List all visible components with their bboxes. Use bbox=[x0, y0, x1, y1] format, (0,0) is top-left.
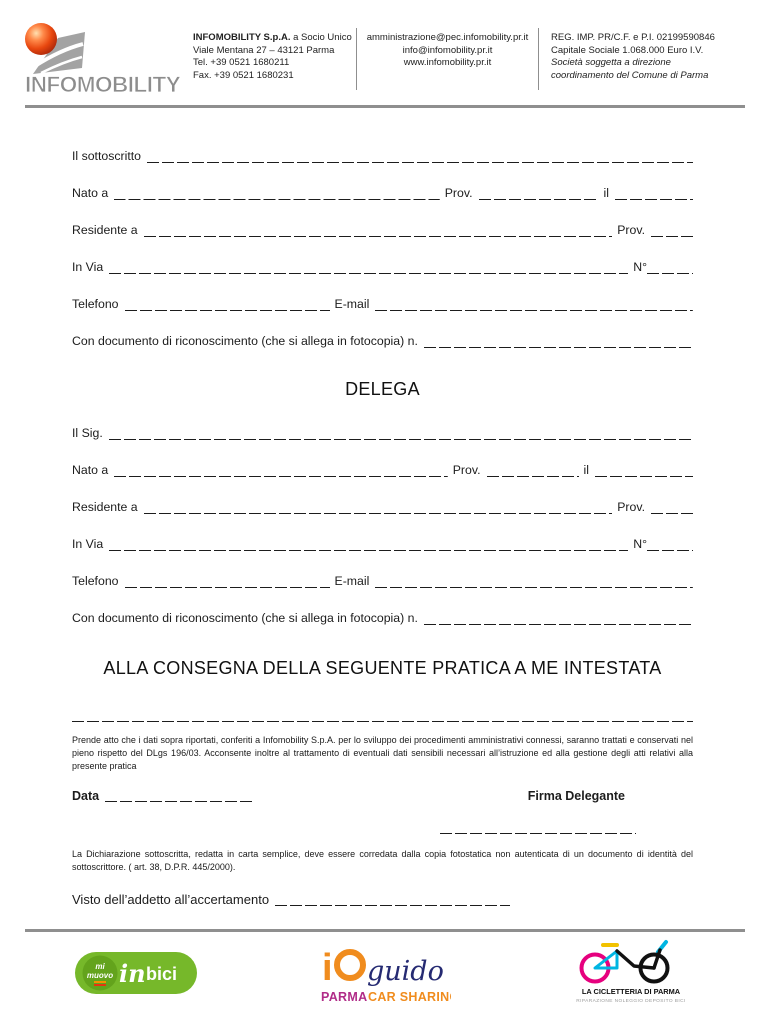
infomobility-logo-graphic bbox=[25, 22, 193, 94]
field-row-via bbox=[72, 260, 693, 275]
field-row-telefono bbox=[72, 574, 693, 589]
prov-label: Prov. bbox=[617, 500, 645, 514]
il-line bbox=[595, 463, 693, 477]
field-row-telefono bbox=[72, 297, 693, 312]
cicletteria-title: LA CICLETTERIA DI PARMA bbox=[581, 987, 681, 996]
consegna-heading: ALLA CONSEGNA DELLA SEGUENTE PRATICA A ME INTESTATA bbox=[103, 658, 662, 678]
visto-row bbox=[72, 892, 693, 907]
company-name: INFOMOBILITY S.p.A. bbox=[193, 32, 291, 43]
sottoscritto-line bbox=[147, 149, 693, 163]
mi-muovo-in-bici-graphic bbox=[74, 949, 198, 997]
telefono-line bbox=[125, 297, 330, 311]
company-name-suffix: a Socio Unico bbox=[290, 32, 352, 43]
field-row-documento bbox=[72, 611, 693, 626]
prov-line bbox=[651, 500, 693, 514]
documento-label: Con documento di riconoscimento (che si allega in fotocopia) n. bbox=[72, 611, 418, 625]
field-row-sig bbox=[72, 426, 693, 441]
registry-info bbox=[539, 22, 745, 82]
mimuovo-word-muovo: muovo bbox=[86, 971, 114, 980]
cicletteria-graphic bbox=[572, 938, 690, 1008]
infomobility-logo-text: INFOMOBILITY bbox=[25, 72, 181, 94]
sottoscritto-label: Il sottoscritto bbox=[72, 149, 142, 163]
company-registration: REG. IMP. PR/C.F. e P.I. 02199590846 bbox=[551, 32, 715, 43]
nato-a-label: Nato a bbox=[72, 463, 109, 477]
company-note-line1: Società soggetta a direzione bbox=[551, 57, 671, 69]
form-body bbox=[0, 108, 770, 907]
prov-line bbox=[651, 223, 693, 237]
data-line bbox=[105, 788, 255, 802]
in-via-label: In Via bbox=[72, 260, 104, 274]
firma-delegante-label: Firma Delegante bbox=[527, 789, 625, 804]
sig-label: Il Sig. bbox=[72, 426, 103, 440]
il-label: il bbox=[583, 463, 589, 477]
company-fax: Fax. +39 0521 1680231 bbox=[193, 69, 294, 81]
il-line bbox=[615, 186, 693, 200]
company-note-line2: coordinamento del Comune di Parma bbox=[551, 69, 709, 81]
ioguido-word-parma: PARMA bbox=[321, 990, 368, 1004]
numero-label: N° bbox=[633, 260, 647, 274]
documento-label: Con documento di riconoscimento (che si allega in fotocopia) n. bbox=[72, 334, 418, 348]
prov-label: Prov. bbox=[452, 463, 481, 477]
documento-line bbox=[424, 334, 693, 348]
declaration-note: La Dichiarazione sottoscritta, redatta in carta semplice, deve essere corredata dalla copia fotostatica non autenticata di un documento di identità del sottoscrittore. ( art. 38, D.P.R. 445/2000). bbox=[72, 849, 693, 873]
email-line bbox=[375, 574, 693, 588]
partner-logos bbox=[0, 938, 770, 1013]
in-via-label: In Via bbox=[72, 537, 104, 551]
company-pec-email: amministrazione@pec.infomobility.pr.it bbox=[366, 32, 529, 43]
sig-line bbox=[109, 426, 693, 440]
prov-label: Prov. bbox=[444, 186, 473, 200]
numero-line bbox=[647, 260, 693, 274]
numero-label: N° bbox=[633, 537, 647, 551]
firma-line bbox=[440, 831, 636, 834]
nato-a-line bbox=[114, 186, 440, 200]
ioguido-letter-o-ring bbox=[337, 952, 363, 978]
email-label: E-mail bbox=[334, 297, 370, 311]
nato-a-line bbox=[114, 463, 448, 477]
field-row-residente bbox=[72, 500, 693, 515]
email-label: E-mail bbox=[334, 574, 370, 588]
field-row-sottoscritto bbox=[72, 149, 693, 164]
field-row-via bbox=[72, 537, 693, 552]
data-firma-row bbox=[72, 788, 693, 803]
il-label: il bbox=[603, 186, 609, 200]
visto-line bbox=[275, 892, 510, 906]
residente-label: Residente a bbox=[72, 223, 138, 237]
data-label: Data bbox=[72, 789, 100, 804]
company-capital: Capitale Sociale 1.068.000 Euro I.V. bbox=[551, 44, 704, 56]
io-guido-graphic bbox=[319, 938, 451, 1008]
footer-rule bbox=[25, 929, 745, 932]
mimuovo-word-mi: mi bbox=[95, 962, 105, 971]
nato-a-label: Nato a bbox=[72, 186, 109, 200]
email-line bbox=[375, 297, 693, 311]
cicletteria-logo bbox=[572, 938, 690, 1013]
company-tel: Tel. +39 0521 1680211 bbox=[193, 57, 290, 69]
residente-line bbox=[144, 500, 613, 514]
telefono-label: Telefono bbox=[72, 574, 119, 588]
company-info bbox=[193, 22, 356, 82]
telefono-label: Telefono bbox=[72, 297, 119, 311]
field-row-nato bbox=[72, 186, 693, 201]
company-address: Viale Mentana 27 – 43121 Parma bbox=[193, 44, 335, 56]
logo-sphere bbox=[25, 23, 57, 55]
company-website: www.infomobility.pr.it bbox=[403, 57, 492, 69]
mimuovo-word-bici: bici bbox=[146, 964, 178, 984]
letterhead bbox=[0, 0, 770, 99]
ioguido-word-guido: guido bbox=[367, 956, 444, 987]
signature-row bbox=[72, 831, 693, 834]
infomobility-logo bbox=[25, 22, 193, 99]
via-line bbox=[109, 537, 628, 551]
prov-label: Prov. bbox=[617, 223, 645, 237]
delega-heading: DELEGA bbox=[345, 379, 420, 399]
ioguido-letter-i: i bbox=[322, 947, 333, 989]
residente-line bbox=[144, 223, 613, 237]
privacy-note: Prende atto che i dati sopra riportati, conferiti a Infomobility S.p.A. per lo sviluppo dei procedimenti amministrativi connessi, saranno trattati e conservati nel pieno rispetto del DLgs 196/03. Acconsente inoltre al trattamento di eventuali dati sensibili necessari all’istruzione ed alla gestione degli atti relativi alla presente pratica bbox=[72, 735, 693, 771]
residente-label: Residente a bbox=[72, 500, 138, 514]
numero-line bbox=[647, 537, 693, 551]
io-guido-car-sharing-logo bbox=[319, 938, 451, 1013]
prov-line bbox=[479, 186, 599, 200]
ioguido-word-carsharing: CAR SHARING bbox=[368, 990, 451, 1004]
pratica-line bbox=[72, 719, 693, 722]
mi-muovo-in-bici-logo bbox=[74, 949, 198, 1002]
contact-info bbox=[357, 22, 538, 70]
visto-label: Visto dell’addetto all’accertamento bbox=[72, 891, 270, 907]
telefono-line bbox=[125, 574, 330, 588]
prov-line bbox=[487, 463, 579, 477]
field-row-documento bbox=[72, 334, 693, 349]
via-line bbox=[109, 260, 628, 274]
documento-line bbox=[424, 611, 693, 625]
cicletteria-tagline: RIPARAZIONE NOLEGGIO DEPOSITO BICI bbox=[576, 999, 686, 1004]
company-email: info@infomobility.pr.it bbox=[402, 44, 493, 56]
field-row-nato bbox=[72, 463, 693, 478]
field-row-residente bbox=[72, 223, 693, 238]
mimuovo-word-in: in bbox=[119, 959, 146, 988]
